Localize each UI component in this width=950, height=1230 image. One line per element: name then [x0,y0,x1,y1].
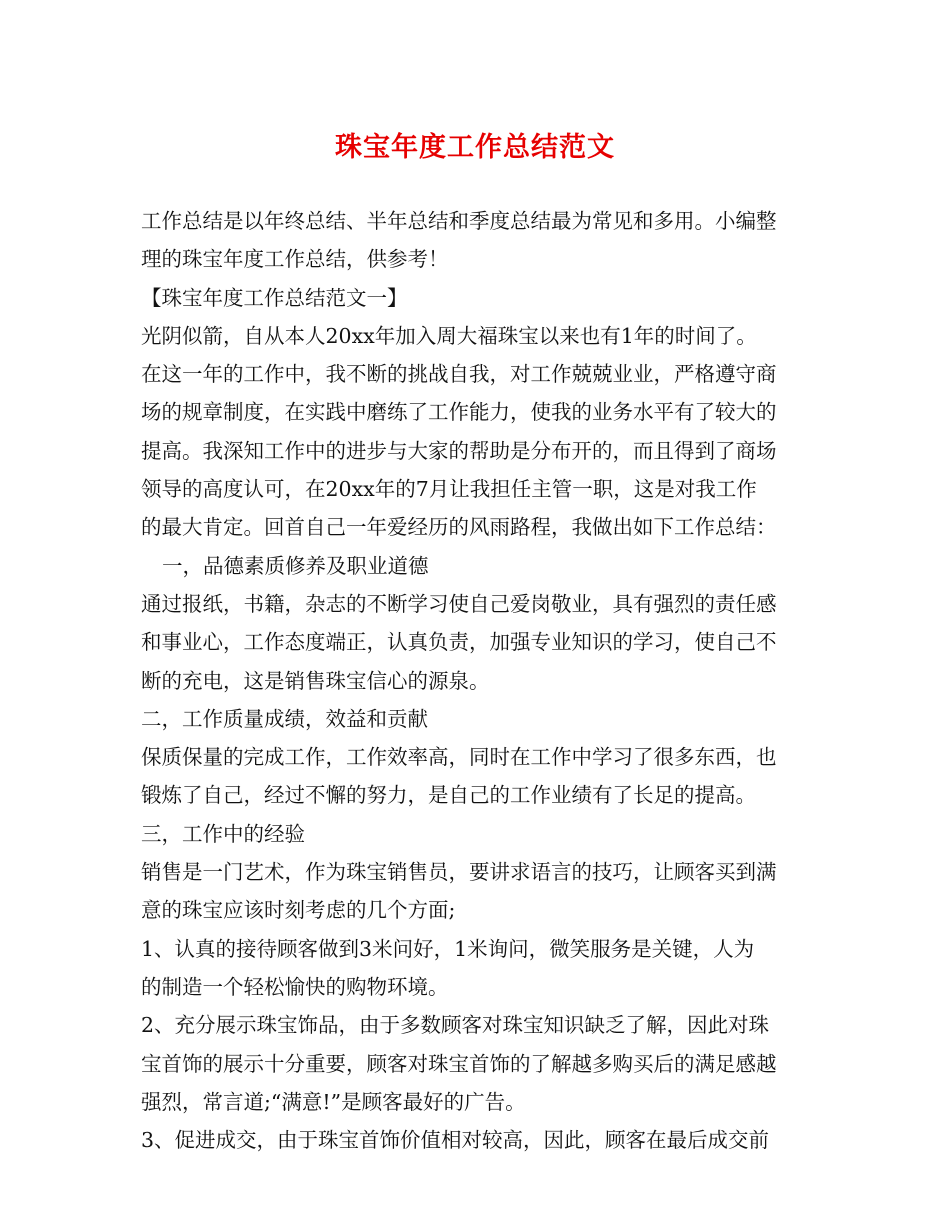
body-line: 在这一年的工作中，我不断的挑战自我，对工作兢兢业业，严格遵守商 [141,362,777,387]
body-line: 和事业心，工作态度端正，认真负责，加强专业知识的学习，使自己不 [141,630,777,655]
section-heading: 【珠宝年度工作总结范文一】 [141,285,408,310]
body-line: 断的充电，这是销售珠宝信心的源泉。 [141,668,490,693]
body-line: 理的珠宝年度工作总结，供参考！ [141,247,449,272]
body-line: 场的规章制度，在实践中磨练了工作能力，使我的业务水平有了较大的 [141,400,777,425]
body-line: 1、认真的接待顾客做到3米问好，1米询问，微笑服务是关键，人为 [141,936,755,961]
subsection-heading: 二，工作质量成绩，效益和贡献 [141,706,428,731]
body-line: 工作总结是以年终总结、半年总结和季度总结最为常见和多用。小编整 [141,209,777,233]
body-line: 保质保量的完成工作，工作效率高，同时在工作中学习了很多东西，也 [141,745,777,770]
body-line: 锻炼了自己，经过不懈的努力，是自己的工作业绩有了长足的提高。 [141,783,756,808]
body-line: 提高。我深知工作中的进步与大家的帮助是分布开的，而且得到了商场 [141,438,777,463]
body-line: 通过报纸，书籍，杂志的不断学习使自己爱岗敬业，具有强烈的责任感 [141,591,777,616]
document-body [141,202,813,1159]
body-line: 2、充分展示珠宝饰品，由于多数顾客对珠宝知识缺乏了解，因此对珠 [141,1013,770,1038]
body-line: 的制造一个轻松愉快的购物环境。 [141,974,449,999]
body-line: 意的珠宝应该时刻考虑的几个方面; [141,898,456,923]
body-line: 3、促进成交，由于珠宝首饰价值相对较高，因此，顾客在最后成交前 [141,1128,770,1153]
subsection-heading: 一，品德素质修养及职业道德 [162,553,429,578]
document-title: 珠宝年度工作总结范文 [335,132,615,163]
subsection-heading: 三，工作中的经验 [141,821,305,846]
body-line: 强烈，常言道;“满意!”是顾客最好的广告。 [141,1089,526,1114]
body-line: 销售是一门艺术，作为珠宝销售员，要讲求语言的技巧，让顾客买到满 [141,860,777,885]
body-line: 领导的高度认可，在20xx年的7月让我担任主管一职，这是对我工作 [141,477,757,502]
body-line: 光阴似箭，自从本人20xx年加入周大福珠宝以来也有1年的时间了。 [141,323,757,348]
body-line: 的最大肯定。回首自己一年爱经历的风雨路程，我做出如下工作总结： [141,515,777,540]
body-line: 宝首饰的展示十分重要，顾客对珠宝首饰的了解越多购买后的满足感越 [141,1051,777,1076]
